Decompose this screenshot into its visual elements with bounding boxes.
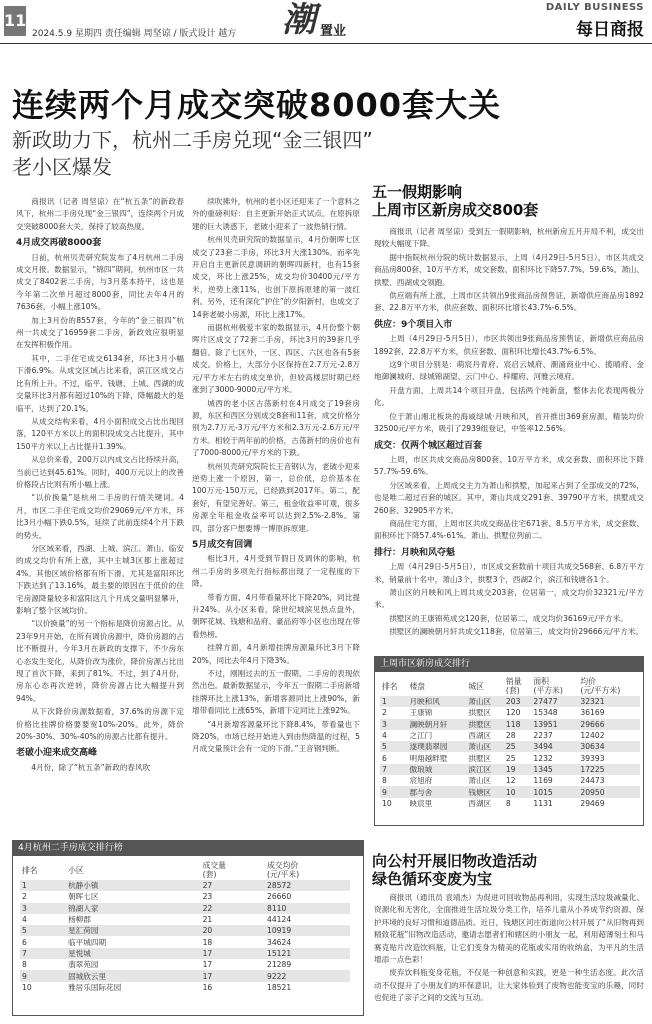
table-cell: 17 <box>201 948 265 959</box>
paragraph: 城西的老小区古荡新村在4月成交了19套房源，东区和西区分别成交8套和11套，成交价格分别为2.7万元-3万元/平方米和2.3万元-2.6万元/平方米。相较于两年前的价格，古荡新村的房价也有了7000-8000元/平方米的下跌。 <box>192 398 360 458</box>
table-cell: 30634 <box>578 741 640 752</box>
table-cell: 28 <box>505 731 516 741</box>
page-header <box>0 0 652 44</box>
table-row <box>20 914 350 925</box>
table-cell: 锦湖人家 <box>66 903 200 914</box>
table-header-cell: 成交均价 (元/平米) <box>267 861 300 879</box>
headline: 连续两个月成交突破8000套大关 <box>12 86 502 124</box>
table-row <box>20 903 350 914</box>
table-header-row <box>380 676 640 696</box>
table-cell: 36169 <box>580 708 605 718</box>
subheadline-1: 新政助力下，杭州二手房兑现“金三银四” <box>12 128 373 152</box>
table-cell: 29666 <box>578 719 640 730</box>
table-cell: 10919 <box>265 925 350 936</box>
table-cell: 澜映朝月轩 <box>407 719 466 730</box>
paragraph: 而据杭州极爱丰家的数据显示，4月份整个朝晖片区成交了72套二手房，环比3月的39套几乎翻倍。除了七区外，一区、四区、六区也各有5套成交。价格上，大部分小区保持在2.7万元-2.8万元/平方米左右的成交单价，但较高楼层时期已经涨到了3000-9000元/平方米。 <box>192 323 360 395</box>
table-cell: 西湖区 <box>468 731 492 741</box>
table-header-cell: 楼盘 <box>409 681 426 691</box>
table-cell: 3 <box>380 719 407 730</box>
paragraph: 供应端有所上涨，上周市区共领出9张商品房预售证，新增供应商品房1892套、22.8万平方米，供应套数、面积环比增长43.7%-6.5%。 <box>374 291 644 313</box>
table-header-cell: 排名 <box>382 681 398 691</box>
section-name: 置业 <box>320 24 347 39</box>
table-row <box>380 786 640 797</box>
table-cell: 21 <box>202 915 213 925</box>
paragraph: 开盘方面，上周共14个项目开盘，包括两个纯新盘，整体去化表现两极分化。 <box>374 385 644 408</box>
right-headline-2a: 向公村开展旧物改造活动 <box>372 852 538 870</box>
table-cell: 1015 <box>531 786 578 797</box>
right-headline-1a: 五一假期影响 <box>372 183 463 201</box>
table-cell: 1131 <box>533 798 553 808</box>
right-article-body <box>374 226 644 650</box>
table-header-cell: 均价 (元/平方米) <box>580 677 621 695</box>
table-cell: 8 <box>505 798 511 808</box>
table-cell: 8 <box>22 960 27 970</box>
table-cell: 3 <box>20 903 66 914</box>
table-cell: 32321 <box>578 696 640 707</box>
table2-title: 上周市区新房成交排行 <box>374 656 644 672</box>
table-row <box>20 959 350 970</box>
paragraph: 据中指院杭州分院的统计数据显示，上周（4月29日-5月5日），市区共成交商品房800套、10万平方米，成交套数、面积环比下降57.7%、59.6%。萧山、拱墅、西湖成交领跑。 <box>374 252 644 287</box>
paragraph: 杭州贝壳研究院的数据显示，4月份朝晖七区成交了23套二手房，环比3月大涨130%。而率先开启自主更新民意调研的朝晖四新村，也有15套成交，环比上涨25%，成交均价30400元/平方米，逆势上涨11%，也创下原拆原建的第一波红利。另外，还有深化“护住”的夕阳新村，也成交了14套老破小房源，环比上涨17%。 <box>192 235 360 319</box>
table-cell: 傲琅城 <box>407 764 466 775</box>
table-cell: 8 <box>382 776 387 786</box>
table-cell: 雅居乐国际花园 <box>68 982 122 992</box>
table-header-cell: 城区 <box>468 681 484 691</box>
table-cell: 星悦城 <box>66 948 200 959</box>
table-cell: 26660 <box>267 892 292 902</box>
table-cell: 10 <box>22 982 32 992</box>
paragraph: 上周（4月29日-5月5日），市区成交套数前十项目共成交568套、6.8万平方米，销量前十名中，萧山3个，拱墅3个，西湖2个，滨江和钱塘各1个。 <box>374 562 644 584</box>
table-row <box>380 696 640 707</box>
table-cell: 6 <box>22 937 27 947</box>
table-header-cell: 排名 <box>22 865 38 875</box>
table-cell: 21289 <box>267 960 292 970</box>
paragraph: 商品住宅方面，上周市区共成交商品住宅671套、8.5万平方米，成交套数、面积环比下降57.4%-61%。萧山、拱墅位列前二。 <box>374 518 644 541</box>
right-headline-2b: 绿色循环变废为宝 <box>372 870 493 888</box>
table-cell: 17225 <box>578 764 640 775</box>
table-header-cell: 销量 (套) <box>505 677 522 695</box>
table-cell: 遂璞翡翠园 <box>407 741 466 752</box>
table-cell: 25 <box>505 753 516 763</box>
paragraph: 相比3月，4月受到节假日及调休的影响，杭州二手房的多项先行指标都出现了一定程度的下降。 <box>192 554 360 589</box>
subheading: 排行：月映和风夺魁 <box>374 547 456 558</box>
paragraph: 不过，刚刚过去的五一假期，二手房的表现依然出色。最新数据显示，今年五一假期二手房新增挂牌环比上涨13%，新增客源同比上涨90%，新增带看同比上涨65%，新增下定同比上涨92%。 <box>192 669 360 716</box>
table-cell: 5 <box>380 741 407 752</box>
paragraph: 上周，市区共成交商品房800套、10万平方米，成交套数、面积环比下降57.7%-59.6%。 <box>374 454 644 477</box>
table1-title: 4月杭州二手房成交排行榜 <box>12 840 364 856</box>
table-row <box>20 982 350 993</box>
subheading: 4月成交再破8000套 <box>16 238 102 249</box>
table-header-cell: 面积 (平方米) <box>533 677 563 695</box>
table-cell: 滨江区 <box>466 764 504 775</box>
table1 <box>20 860 350 993</box>
table-cell: 萧山区 <box>466 696 504 707</box>
article-column-1 <box>16 196 184 816</box>
table-cell: 20 <box>201 925 265 936</box>
table-cell: 5 <box>20 925 66 936</box>
table-cell: 2237 <box>533 731 553 741</box>
paragraph: 从成交结构来看，4月小面积成交占比出现回落，120平方米以上的面积段成交占比提升，其中150平方米以上占比提升1.39%。 <box>16 416 184 451</box>
table-cell: 翡翠苑园 <box>68 960 99 970</box>
paragraph: 分区域来看，上周成交主力为萧山和拱墅，加起来占到了全部成交的72%，也是唯二超过百套的城区。其中，萧山共成交291套、39790平方米，拱墅成交260套、32905平方米。 <box>374 480 644 515</box>
table-cell: 23 <box>202 892 213 902</box>
table-cell: 19 <box>504 764 531 775</box>
paragraph: 分区域来看，西湖、上城、滨江、萧山、临安的成交均价有所上涨，其中主城3区都上涨超过4%。其他区域价格都有所下滑，尤其是富阳环比下跌达到了13.16%，最主要的原因在于低价的住宅房源降量较多和富阳这几个月成交量明显攀升，影响了整个区域均价。 <box>16 543 184 615</box>
table-cell: 拱墅区 <box>468 753 492 763</box>
table-cell: 8110 <box>265 903 350 914</box>
table-cell: 映宸里 <box>409 798 433 808</box>
table-cell: 24473 <box>580 776 605 786</box>
table-cell: 10 <box>382 798 392 808</box>
paragraph: 拱墅区的王康锦苑成交120套，位居第二，成交均价36169元/平方米。 <box>389 613 628 623</box>
table-cell: 固城欣云里 <box>66 970 200 981</box>
table-cell: 杭静小镇 <box>66 880 200 891</box>
table-cell: 12402 <box>580 731 605 741</box>
table-cell: 4 <box>382 731 387 741</box>
table-row <box>20 936 350 947</box>
table-cell: 1169 <box>533 776 553 786</box>
paragraph: 日前，杭州贝壳研究院发布了4月杭州二手房成交月报。数据显示，“锦四”期间，杭州市区一共成交了8402套二手房，与3月基本持平，这也是今年第二次单月超过8000套，同比去年4月的7636套，小幅上涨10%。 <box>16 252 184 312</box>
table-header-cell: 成交量 (套) <box>202 861 226 879</box>
table-cell: 39393 <box>580 753 605 763</box>
table-cell: 临平城四期 <box>68 937 107 947</box>
table-cell: 27477 <box>531 696 578 707</box>
paragraph: 4月份，除了“杭五条”新政的春风吹 <box>31 762 151 772</box>
table-cell: 7 <box>20 948 66 959</box>
table-cell: 17 <box>201 970 265 981</box>
table-cell: 萧山区 <box>466 741 504 752</box>
paragraph: 杭州贝壳研究院院长王音钢认为，老破小迎来逆势上涨一个原因，第一，总价低，总价基本在100万元-150万元，已经跌到2017年。第二，配套好，有望完善好。第三，租金收益率可观，很多房源全年租金收益率可以达到2.5%-2.8%。第四，部分客户想要博一博原拆原建。 <box>192 461 360 533</box>
right-headline-1b: 上周市区新房成交800套 <box>372 201 539 219</box>
table-cell: 16 <box>202 982 213 992</box>
table-cell: 星汇荷园 <box>66 925 200 936</box>
daily-label: DAILY BUSINESS <box>545 2 644 13</box>
table-cell: 郡与舍 <box>407 786 466 797</box>
table-cell: 44124 <box>267 915 292 925</box>
article-column-2 <box>192 196 360 816</box>
table-row <box>20 880 350 891</box>
paragraph: 商报讯（记者 周坚谅）在“杭五条”的新政春风下，杭州二手房兑现“金三银四”，连续两个月成交突破8000套大关，保持了较高热度。 <box>16 197 184 231</box>
table-cell: 1 <box>380 696 407 707</box>
table-cell: 18521 <box>267 982 292 992</box>
table-row <box>380 741 640 752</box>
paragraph: “4月新增客源量环比下降8.4%，带看量也下降20%，市场已经开始进入到由热降温的过程，5月成交量预计会有一定的下滑。”王音钢判断。 <box>192 719 360 754</box>
table-cell: 明翔越畔墅 <box>409 753 448 763</box>
paragraph: 从下次降价房源数据看，37.6%的房源下定价格比挂牌价格要要宽10%-20%。此外，降价20%-30%、30%-40%的房源占比都有提升。 <box>16 707 184 742</box>
table-cell: 月映和风 <box>407 696 466 707</box>
table-cell: 13951 <box>531 719 578 730</box>
table-row <box>380 764 640 775</box>
table-cell: 宸旭府 <box>409 776 433 786</box>
paragraph: 拱墅区的澜映朝月轩共成交118套，位居第三，成交均价29666元/平方米。 <box>389 627 644 637</box>
table-cell: 西湖区 <box>468 798 492 808</box>
table-cell: 2 <box>382 708 387 718</box>
table-cell: 朝晖七区 <box>68 892 99 902</box>
table-cell: 10 <box>504 786 531 797</box>
table-cell: 15348 <box>533 708 558 718</box>
paragraph: “以价换量”的另一个指标是降价房源占比。从23年9月开始，在所有调价房源中，降价房源的占比不断提升，今年3月在新政的支撑下，不少房东心态发生变化，从降价改为涨价，降价房源占比出现了首次下降，来到了81%。不过，到了4月份，房东心态再次逆转，降价房源占比大幅提升到94%。 <box>16 619 184 703</box>
paragraph: 加上3月份的8557套，今年的“金三银四”杭州一共成交了16959套二手房，新政效应很明显在发挥积极作用。 <box>16 315 184 350</box>
paragraph: 这9个项目分别是：萌宸丹青府、宸启云城府、潮涌商业中心、揽晴府、金地御澜城府、绿城锦湖望、云门中心、梓耀府、河雅云境府。 <box>374 360 644 382</box>
table-cell: 7 <box>380 764 407 775</box>
table-cell: 12 <box>505 776 516 786</box>
table-row <box>380 730 640 741</box>
table-cell: 17 <box>202 960 213 970</box>
subheadline-2: 老小区爆发 <box>12 155 112 179</box>
table-cell: 之江门 <box>409 731 433 741</box>
table-cell: 20950 <box>578 786 640 797</box>
table-cell: 杨柳郡 <box>68 915 91 925</box>
table-header-row <box>20 860 350 880</box>
table-row <box>380 719 640 730</box>
subheading: 5月成交有回调 <box>192 539 253 550</box>
table-cell: 120 <box>505 708 521 718</box>
table-cell: 34624 <box>267 937 292 947</box>
table-cell: 9222 <box>265 970 350 981</box>
subheading: 供应：9个项目入市 <box>374 319 453 330</box>
table-row <box>380 798 640 809</box>
paragraph: 商报讯（通讯员 袁靖杰）为促进可回收物品再利用，实现生活垃圾减量化、资源化和无害化，全面推进生活垃圾分类工作，培养儿童从小养成节约资源、保护环境的良好习惯和道德品质。近日，钱塘区河庄街道向公村开展了“从旧物再到精致花瓶”旧物改造活动，邀请志愿者们和辖区的小朋友一起，利用超薄刻土和马赛克贴片改造饮料瓶，让它们变身为精美的花瓶或实用的收纳盒，为平凡的生活增添一点色彩！ <box>374 893 644 965</box>
table-cell: 18 <box>202 937 213 947</box>
paragraph: 位于萧山湘北板块的海威绿城·月映和风，首开推出369套房源，精装均价32500元/平方米，吸引了2939组登记，中签率12.56%。 <box>374 411 644 434</box>
table-cell: 29469 <box>580 798 605 808</box>
table-cell: 3494 <box>531 741 578 752</box>
table-cell: 203 <box>504 696 531 707</box>
table-cell: 1 <box>20 880 66 891</box>
table-cell: 4 <box>22 915 27 925</box>
paragraph: 从总价来看，200万以内成交占比持续升高，当前已达到45.61%。同时，400万元以上的改善价格段占比则有所小幅上涨。 <box>16 455 184 489</box>
paragraph: 萧山区的月映和风上周共成交203套，位居第一，成交均价32321元/平方米。 <box>374 587 644 610</box>
right-article-2-body <box>374 892 644 1022</box>
table-cell: 6 <box>382 753 387 763</box>
table-cell: 9 <box>20 970 66 981</box>
table-cell: 萧山区 <box>468 776 492 786</box>
paragraph: 废弃饮料瓶变身花瓶，不仅是一种创意和实践，更是一种生活态度。此次活动不仅提升了小朋友们的环保意识，让大家体验到了废物也能变宝的乐趣，同时也促进了亲子之间的交流与互动。 <box>374 968 644 1003</box>
table-cell: 27 <box>201 880 265 891</box>
table-cell: 钱塘区 <box>466 786 504 797</box>
table-cell: 拱墅区 <box>466 719 504 730</box>
table-cell: 25 <box>504 741 531 752</box>
subheading: 成交：仅两个城区超过百套 <box>374 440 483 451</box>
table-cell: 118 <box>504 719 531 730</box>
section-logo: 潮 <box>282 0 316 40</box>
table-cell: 9 <box>380 786 407 797</box>
table-cell: 王康锦 <box>409 708 433 718</box>
paragraph: 其中，二手住宅成交6134套，环比3月小幅下滑6.9%。从成交区域占比来看，滨江区成交占比有所上升。不过，临平、钱塘、上城、西湖的成交量环比3月都有超过10%的下降，降幅最大的是临平，达到了20.1%。 <box>16 353 184 413</box>
table-cell: 1232 <box>533 753 553 763</box>
table-row <box>20 970 350 981</box>
table-cell: 22 <box>201 903 265 914</box>
table-cell: 拱墅区 <box>468 708 492 718</box>
table-cell: 2 <box>22 892 27 902</box>
table-cell: 1345 <box>531 764 578 775</box>
page-number: 11 <box>4 6 26 36</box>
table-row <box>380 707 640 718</box>
table-row <box>380 752 640 763</box>
paragraph: 上周（4月29日-5月5日），市区共领出9张商品房预售证，新增供应商品房1892套、22.8万平方米，供应套数、面积环比增长43.7%-6.5%。 <box>374 334 644 356</box>
paragraph: 商报讯（记者 周坚谅）受到五一假期影响，杭州新房五月开局不利，成交出现较大幅度下降。 <box>374 227 644 249</box>
header-rule <box>0 43 652 44</box>
subheading: 老破小迎来成交高峰 <box>16 748 98 759</box>
table-cell: 15121 <box>265 948 350 959</box>
table-row <box>380 775 640 786</box>
paragraph: 续吹拂外，杭州的老小区还迎来了一个意料之外的重磅利好：自主更新开始正式试点。在原拆原建的巨大诱惑下，老破小迎来了一波热销行情。 <box>192 197 360 231</box>
table-row <box>20 891 350 902</box>
table-header-cell: 小区 <box>68 865 84 875</box>
table-row <box>20 948 350 959</box>
table2 <box>380 676 640 809</box>
date-line: 2024.5.9 星期四 责任编辑 周坚谅 / 版式设计 越方 <box>32 29 237 39</box>
table-row <box>20 925 350 936</box>
paragraph: “以价换量”是杭州二手房的行情关键词。4月，市区二手住宅成交均价29069元/平方米，环比3月小幅下跌0.5%，延续了此前连续4个月下跌的势头。 <box>16 493 184 540</box>
paragraph: 挂牌方面，4月新增挂牌房源量环比3月下降20%，同比去年4月下降3%。 <box>192 643 360 665</box>
table-cell: 28572 <box>265 880 350 891</box>
paper-name: 每日商报 <box>576 20 644 40</box>
paragraph: 带看方面，4月带看量环比下降20%，同比提升24%。从小区来看，除世纪城滨见热点盘外，朝晖花城、钱塘和品府、豪品府等小区也出现在带看热榜。 <box>192 592 360 639</box>
